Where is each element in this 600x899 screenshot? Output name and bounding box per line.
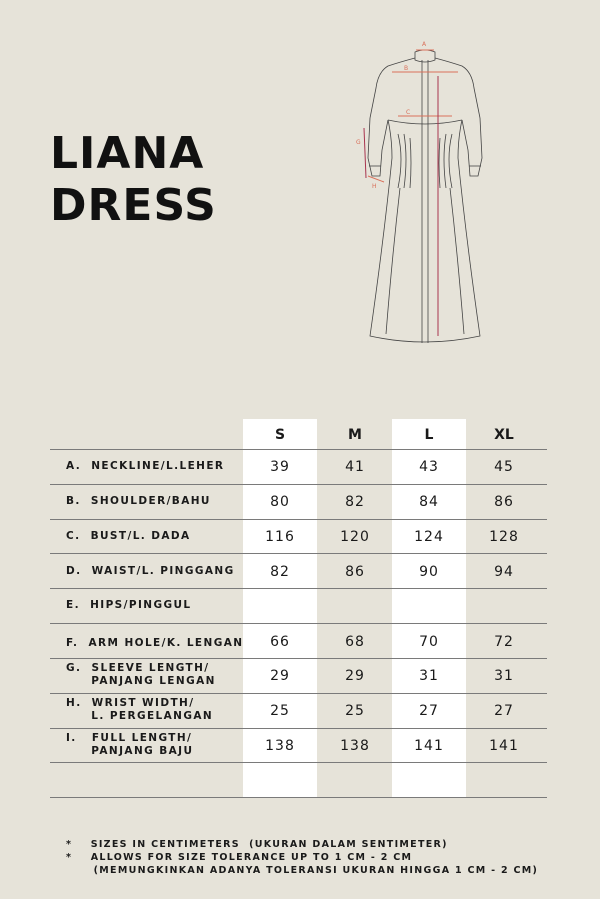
cell-arm-hole-xl: 72 — [494, 634, 514, 650]
dress-measurement-diagram — [340, 38, 510, 350]
cell-full-length-s: 138 — [265, 738, 295, 754]
row-label-shoulder: B. SHOULDER/BAHU — [66, 495, 211, 507]
cell-full-length-l: 141 — [414, 738, 444, 754]
size-header-xl: XL — [494, 427, 514, 443]
row-divider — [50, 658, 547, 659]
cell-neckline-s: 39 — [270, 459, 290, 475]
cell-wrist-width-xl: 27 — [494, 703, 514, 719]
row-divider — [50, 762, 547, 763]
cell-arm-hole-l: 70 — [419, 634, 439, 650]
cell-bust-l: 124 — [414, 529, 444, 545]
row-divider — [50, 623, 547, 624]
diagram-label-b: B — [404, 65, 409, 72]
footnotes — [66, 838, 538, 877]
cell-waist-xl: 94 — [494, 564, 514, 580]
cell-bust-s: 116 — [265, 529, 295, 545]
row-label-wrist-width: H. WRIST WIDTH/ L. PERGELANGAN — [66, 697, 214, 722]
row-label-waist: D. WAIST/L. PINGGANG — [66, 565, 235, 577]
cell-full-length-xl: 141 — [489, 738, 519, 754]
diagram-label-g: G — [356, 139, 361, 146]
cell-sleeve-length-m: 29 — [345, 668, 365, 684]
row-label-sleeve-length: G. SLEEVE LENGTH/ PANJANG LENGAN — [66, 662, 216, 687]
cell-sleeve-length-l: 31 — [419, 668, 439, 684]
cell-neckline-m: 41 — [345, 459, 365, 475]
diagram-label-c: C — [406, 109, 411, 116]
cell-waist-s: 82 — [270, 564, 290, 580]
cell-sleeve-length-xl: 31 — [494, 668, 514, 684]
diagram-label-h: H — [372, 183, 377, 190]
cell-arm-hole-s: 66 — [270, 634, 290, 650]
row-label-arm-hole: F. ARM HOLE/K. LENGAN — [66, 637, 244, 649]
footnote-2: * ALLOWS FOR SIZE TOLERANCE UP TO 1 CM - 2 CM — [66, 852, 413, 863]
row-divider — [50, 449, 547, 450]
cell-neckline-l: 43 — [419, 459, 439, 475]
cell-shoulder-s: 80 — [270, 494, 290, 510]
title-line-1: LIANA — [50, 128, 205, 179]
row-divider — [50, 553, 547, 554]
cell-arm-hole-m: 68 — [345, 634, 365, 650]
page-title — [50, 128, 217, 232]
row-divider — [50, 693, 547, 694]
row-divider — [50, 519, 547, 520]
row-label-neckline: A. NECKLINE/L.LEHER — [66, 460, 225, 472]
cell-shoulder-xl: 86 — [494, 494, 514, 510]
row-divider — [50, 588, 547, 589]
cell-wrist-width-m: 25 — [345, 703, 365, 719]
row-divider — [50, 797, 547, 798]
cell-shoulder-m: 82 — [345, 494, 365, 510]
diagram-label-a: A — [422, 41, 427, 48]
cell-bust-m: 120 — [340, 529, 370, 545]
row-label-hips: E. HIPS/PINGGUL — [66, 599, 192, 611]
cell-full-length-m: 138 — [340, 738, 370, 754]
footnote-1: * SIZES IN CENTIMETERS (UKURAN DALAM SENTIMETER) — [66, 839, 448, 850]
size-header-l: L — [424, 427, 434, 443]
cell-waist-m: 86 — [345, 564, 365, 580]
size-header-s: S — [274, 427, 286, 443]
cell-waist-l: 90 — [419, 564, 439, 580]
row-divider — [50, 728, 547, 729]
row-label-full-length: I. FULL LENGTH/ PANJANG BAJU — [66, 732, 194, 757]
cell-sleeve-length-s: 29 — [270, 668, 290, 684]
cell-shoulder-l: 84 — [419, 494, 439, 510]
size-header-m: M — [348, 427, 362, 443]
row-label-bust: C. BUST/L. DADA — [66, 530, 191, 542]
cell-neckline-xl: 45 — [494, 459, 514, 475]
title-line-2: DRESS — [50, 180, 217, 231]
cell-wrist-width-l: 27 — [419, 703, 439, 719]
cell-wrist-width-s: 25 — [270, 703, 290, 719]
footnote-3: (MEMUNGKINKAN ADANYA TOLERANSI UKURAN HINGGA 1 CM - 2 CM) — [66, 865, 539, 876]
cell-bust-xl: 128 — [489, 529, 519, 545]
row-divider — [50, 484, 547, 485]
